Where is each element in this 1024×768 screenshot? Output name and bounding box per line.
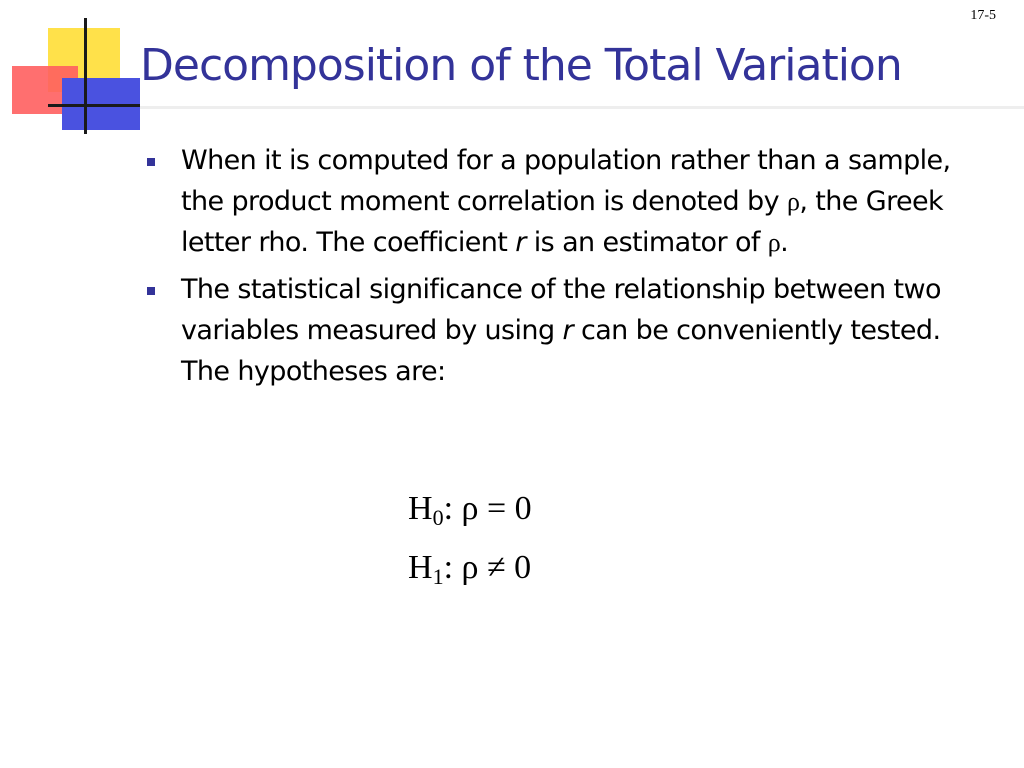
hypothesis-symbol: H: [408, 549, 433, 586]
logo-horizontal-line: [48, 104, 140, 107]
rho-symbol: ρ: [767, 228, 781, 257]
bullet-text: .: [780, 227, 789, 258]
bullet-item-population-correlation: [140, 140, 980, 263]
bullet-list: [140, 140, 980, 398]
title-divider: [140, 106, 1024, 109]
alternative-hypothesis: [408, 543, 532, 602]
bullet-item-significance-test: [140, 269, 980, 392]
slide-number: 17-5: [970, 8, 996, 23]
bullet-text: , the Greek letter rho. The coefficient: [181, 186, 944, 258]
logo-vertical-line: [84, 18, 87, 134]
slide-title: Decomposition of the Total Variation: [140, 40, 902, 91]
hypothesis-subscript: 0: [432, 505, 444, 530]
square-bullet-icon: [147, 158, 155, 166]
rho-symbol: ρ: [786, 187, 800, 216]
bullet-text: When it is computed for a population rather than a sample, the product moment correlation is denoted by: [181, 145, 951, 217]
bullet-text: can be conveniently tested. The hypotheses are:: [181, 315, 941, 387]
bullet-text: The statistical significance of the relationship between two variables measured by using: [181, 274, 941, 346]
hypothesis-subscript: 1: [432, 564, 444, 589]
slide-logo-decoration: [0, 0, 140, 140]
bullet-text: is an estimator of: [525, 227, 768, 258]
r-symbol: r: [515, 227, 526, 258]
null-hypothesis: [408, 484, 532, 543]
hypothesis-relation: : ρ = 0: [443, 490, 532, 527]
hypothesis-relation: : ρ ≠ 0: [443, 549, 532, 586]
hypotheses-block: [408, 484, 532, 602]
square-bullet-icon: [147, 287, 155, 295]
r-symbol: r: [562, 315, 573, 346]
hypothesis-symbol: H: [408, 490, 433, 527]
